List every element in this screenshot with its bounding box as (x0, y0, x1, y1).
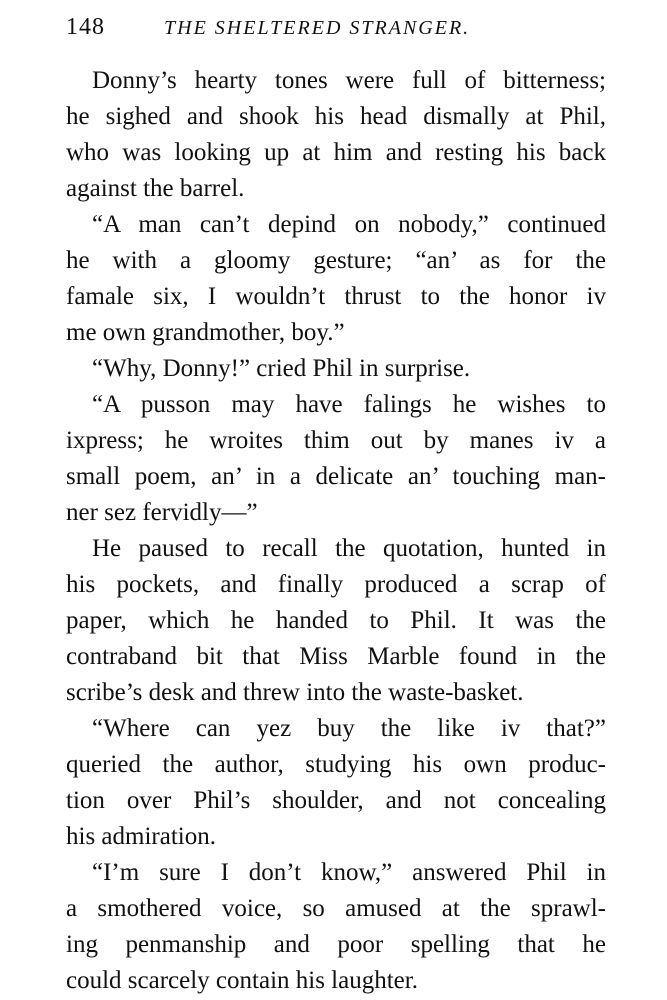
text-line: his pockets, and finally produced a scrap of (66, 571, 606, 598)
text-line: ixpress; he wroites thim out by manes iv a (66, 427, 606, 454)
text-line: “Where can yez buy the like iv that?” (92, 715, 606, 742)
text-line: could scarcely contain his laughter. (66, 967, 418, 994)
body-text (66, 63, 606, 999)
text-line: scribe’s desk and threw into the waste-basket. (66, 679, 524, 706)
text-line: he sighed and shook his head dismally at Phil, (66, 103, 606, 130)
text-line: “A man can’t depind on nobody,” continued (92, 211, 606, 238)
text-line: ner sez fervidly—” (66, 499, 258, 526)
text-line: paper, which he handed to Phil. It was the (66, 607, 606, 634)
text-line: me own grandmother, boy.” (66, 319, 345, 346)
text-line: he with a gloomy gesture; “an’ as for the (66, 247, 606, 274)
page-header (66, 14, 606, 50)
text-line: a smothered voice, so amused at the sprawl- (66, 895, 606, 922)
text-line: Donny’s hearty tones were full of bitterness; (92, 67, 606, 94)
text-line: contraband bit that Miss Marble found in the (66, 643, 606, 670)
text-line: He paused to recall the quotation, hunted in (92, 535, 606, 562)
text-line: “I’m sure I don’t know,” answered Phil in (92, 859, 606, 886)
text-line: against the barrel. (66, 175, 245, 202)
text-line: queried the author, studying his own produc- (66, 751, 606, 778)
text-line: “A pusson may have falings he wishes to (92, 391, 606, 418)
text-line: who was looking up at him and resting his back (66, 139, 606, 166)
text-line: tion over Phil’s shoulder, and not concealing (66, 787, 606, 814)
text-line: ing penmanship and poor spelling that he (66, 931, 606, 958)
text-line: “Why, Donny!” cried Phil in surprise. (92, 355, 471, 382)
text-line: his admiration. (66, 823, 216, 850)
page-number: 148 (66, 14, 105, 40)
text-line: famale six, I wouldn’t thrust to the honor iv (66, 283, 606, 310)
text-line: small poem, an’ in a delicate an’ touching man- (66, 463, 606, 490)
running-title: THE SHELTERED STRANGER. (164, 17, 471, 39)
